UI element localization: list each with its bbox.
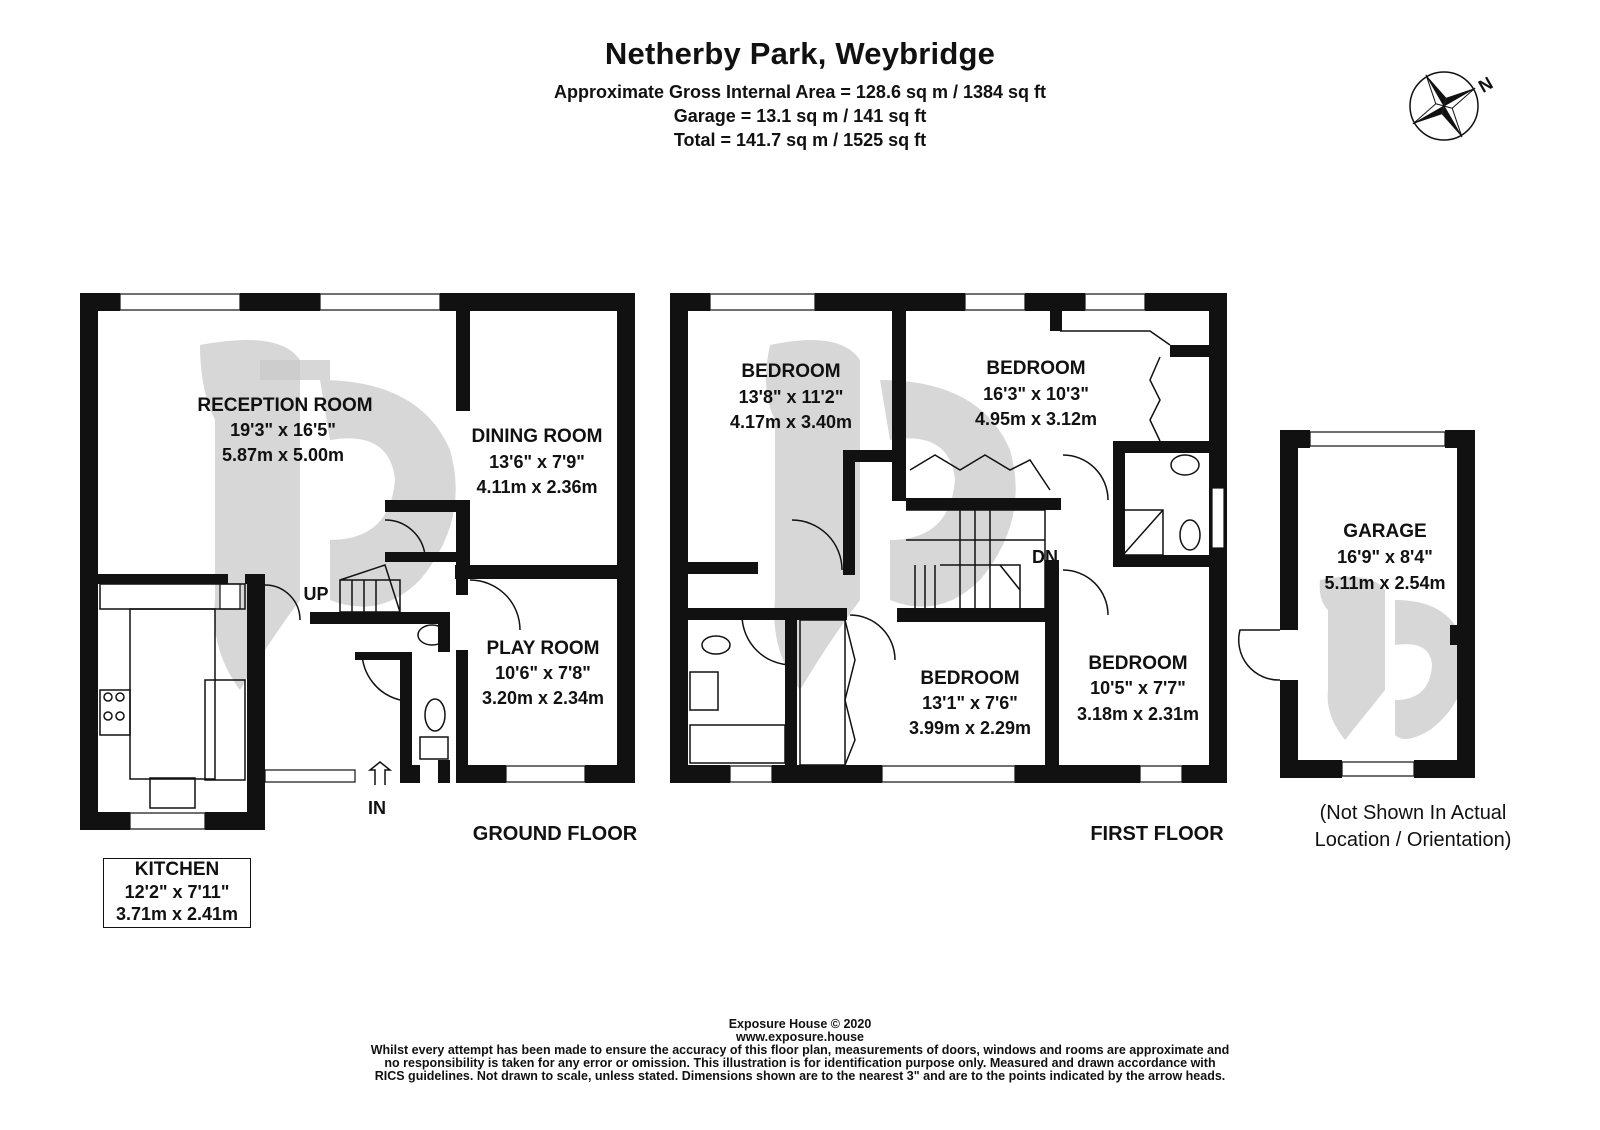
garage-location-note	[1298, 800, 1528, 854]
ground-floor-label: GROUND FLOOR	[472, 823, 638, 845]
play-room-name: PLAY ROOM	[486, 638, 600, 659]
bedroom-2-metric: 4.95m x 3.12m	[974, 409, 1098, 429]
disclaimer-line-2: no responsibility is taken for any error or omission. This illustration is for identification purpose only. Measured and drawn accordance with	[384, 1056, 1216, 1070]
garage-imperial: 16'9" x 8'4"	[1337, 547, 1433, 567]
dining-room-name: DINING ROOM	[471, 426, 603, 447]
kitchen-label-box	[103, 858, 251, 928]
kitchen-name: KITCHEN	[134, 859, 220, 880]
bedroom-4-imperial: 10'5" x 7'7"	[1090, 678, 1186, 698]
bedroom-1-name: BEDROOM	[741, 361, 841, 382]
garage-area: Garage = 13.1 sq m / 141 sq ft	[673, 106, 927, 126]
watermark-logo	[1320, 577, 1466, 740]
reception-room-metric: 5.87m x 5.00m	[221, 445, 345, 465]
bedroom-2-name: BEDROOM	[986, 358, 1086, 379]
disclaimer-line-3: RICS guidelines. Not drawn to scale, unless stated. Dimensions shown are to the nearest 3" and are to the points indicated by the arrow heads.	[374, 1069, 1226, 1083]
kitchen-metric: 3.71m x 2.41m	[115, 904, 239, 924]
stair-down-label: DN	[1032, 547, 1058, 567]
first-floor-label: FIRST FLOOR	[1090, 823, 1224, 845]
stair-up-label: UP	[303, 584, 329, 604]
entrance-label: IN	[368, 798, 386, 818]
kitchen-imperial: 12'2" x 7'11"	[124, 882, 230, 902]
website-line: www.exposure.house	[735, 1030, 865, 1044]
play-room-imperial: 10'6" x 7'8"	[495, 663, 591, 683]
reception-room-name: RECEPTION ROOM	[197, 395, 373, 416]
bedroom-1-imperial: 13'8" x 11'2"	[738, 387, 844, 407]
bedroom-4-metric: 3.18m x 2.31m	[1076, 704, 1200, 724]
total-area: Total = 141.7 sq m / 1525 sq ft	[673, 130, 927, 150]
play-room-metric: 3.20m x 2.34m	[481, 688, 605, 708]
plan-title: Netherby Park, Weybridge	[604, 36, 996, 71]
gross-internal-area: Approximate Gross Internal Area = 128.6 sq m / 1384 sq ft	[553, 82, 1047, 102]
copyright-line: Exposure House © 2020	[728, 1017, 872, 1031]
bedroom-4-name: BEDROOM	[1088, 653, 1188, 674]
garage-name: GARAGE	[1343, 521, 1427, 542]
garage-note-line-2: Location / Orientation)	[1314, 829, 1512, 851]
bedroom-3-name: BEDROOM	[920, 668, 1020, 689]
watermark-logo	[200, 340, 456, 690]
garage-metric: 5.11m x 2.54m	[1324, 573, 1446, 593]
bedroom-2-imperial: 16'3" x 10'3"	[983, 384, 1089, 404]
reception-room-imperial: 19'3" x 16'5"	[230, 420, 336, 440]
bedroom-3-imperial: 13'1" x 7'6"	[922, 693, 1018, 713]
dining-room-metric: 4.11m x 2.36m	[476, 477, 598, 497]
disclaimer-line-1: Whilst every attempt has been made to ensure the accuracy of this floor plan, measurements of doors, windows and rooms are approximate and	[370, 1043, 1230, 1057]
dining-room-imperial: 13'6" x 7'9"	[489, 452, 585, 472]
bedroom-3-metric: 3.99m x 2.29m	[908, 718, 1032, 738]
disclaimer-footer	[0, 1018, 1600, 1083]
compass-north-label: N	[1475, 72, 1497, 97]
garage-note-line-1: (Not Shown In Actual	[1319, 802, 1507, 824]
bedroom-1-metric: 4.17m x 3.40m	[729, 412, 853, 432]
